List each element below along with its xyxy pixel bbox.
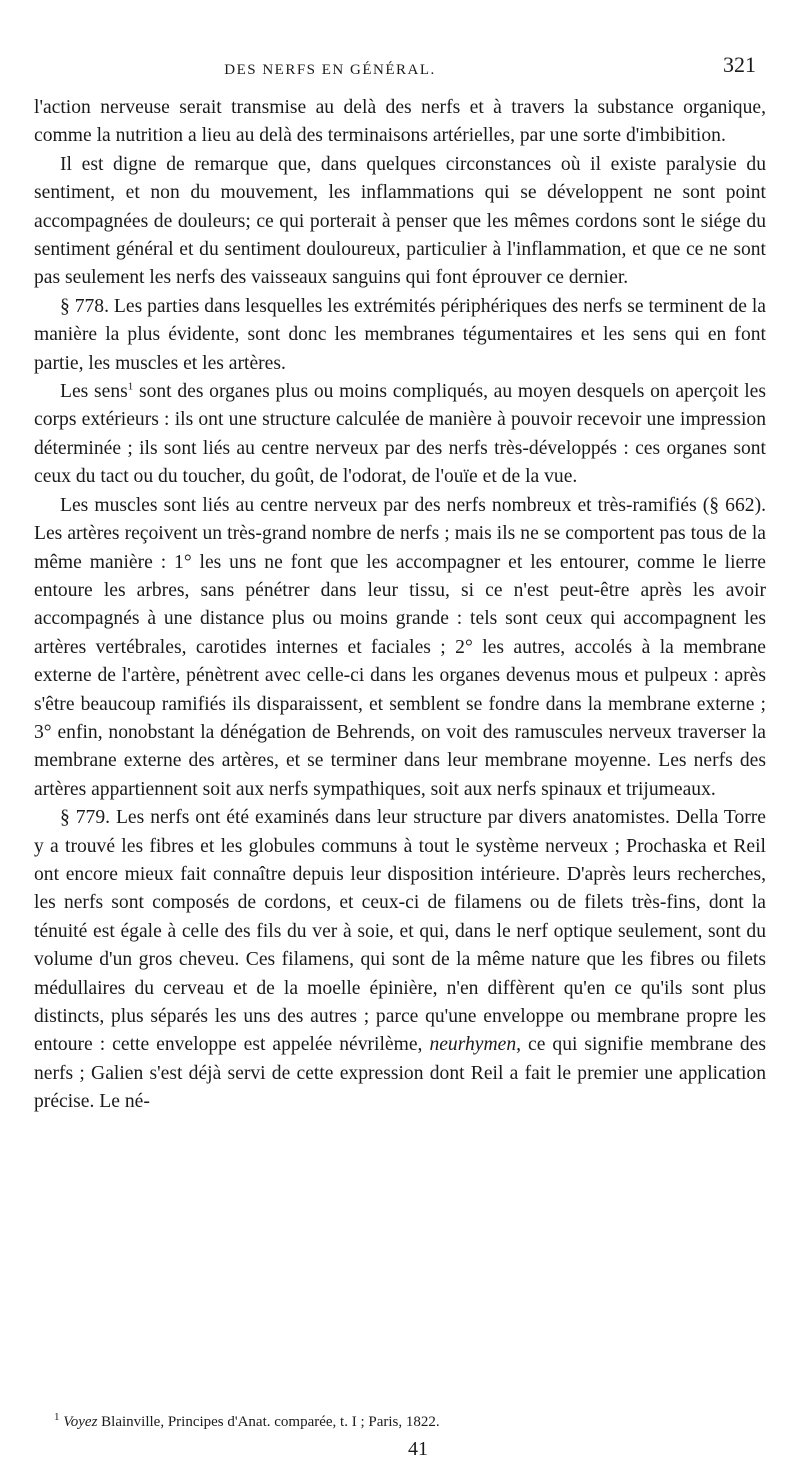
section-paragraph-778: § 778. Les parties dans lesquelles les extrémités périphériques des nerfs se terminent de la manière la plus évidente, sont donc les membranes tégumentaires et les sens qui en font partie, les muscles et les artères. <box>34 295 766 374</box>
footnote-marker: 1 <box>54 1411 60 1423</box>
signature-mark: 41 <box>408 1438 428 1460</box>
paragraph-text: § 779. Les nerfs ont été examinés dans leur structure par divers anatomistes. Della Torre y a trouvé les fibres et les globules communs à tout le système nerveux ; Prochaska et Reil ont encore mieux fait connaître depuis leur disposition intérieure. D'après leurs recherches, les nerfs sont composés de cordons, et ceux-ci de filamens ou de filets très-fins, dont la ténuité est égale à celle des fils du ver à soie, et qui, dans le nerf optique seulement, sont du volume d'un gros cheveu. Ces filamens, qui sont de la même nature que les fibres ou filets médullaires du cerveau et de la moelle épinière, n'en diffèrent qu'en ce qu'ils sont plus distincts, plus séparés les uns des autres ; parce qu'une enveloppe ou membrane propre les entoure : cette enveloppe est appelée névrilème, <box>34 807 766 1056</box>
book-page <box>34 0 766 1480</box>
footnote-see: Voyez <box>63 1414 98 1430</box>
page-number: 321 <box>723 52 756 77</box>
paragraph-text: , ce qui signifie membrane des nerfs ; Galien s'est déjà servi de cette expression dont Reil a fait le premier une application précise. Le né- <box>34 1034 766 1113</box>
paragraph-text: sont des organes plus ou moins compliqués, au moyen desquels on aperçoit les corps extérieurs : ils ont une structure calculée de manière à pouvoir recevoir une impression déterminée ; ils sont liés au centre nerveux par des nerfs très-développés : ces organes sont ceux du tact ou du toucher, du goût, de l'odorat, de l'ouïe et de la vue. <box>34 381 766 488</box>
page-header <box>34 48 766 88</box>
italic-term: neurhymen <box>429 1034 517 1056</box>
footnote-reference: 1 <box>127 380 134 393</box>
paragraph: Il est digne de remarque que, dans quelques circonstances où il existe paralysie du sentiment, et non du mouvement, les inflammations qui se développent ne sont point accompagnées de douleurs; ce qui porterait à penser que les mêmes cordons sont le siége du sentiment général et du sentiment douloureux, particulier à l'inflammation, et que ce ne sont pas seulement les nerfs des vaisseaux sanguins qui font éprouver ce dernier. <box>34 153 766 289</box>
body-text <box>34 94 766 1117</box>
paragraph-text: Les sens <box>60 381 128 403</box>
paragraph-senses <box>34 378 766 492</box>
paragraph: Les muscles sont liés au centre nerveux par des nerfs nombreux et très-ramifiés (§ 662). Les artères reçoivent un très-grand nombre de nerfs ; mais ils ne se comportent pas tous de la même manière : 1° les uns ne font que les accompagner et les entourer, comme le lierre entoure les arbres, sans pénétrer dans leur tissu, si ce n'est peut-être après les avoir accompagnés à une distance plus ou moins grande : tels sont ceux qui accompagnent les artères vertébrales, carotides internes et faciales ; 2° les autres, accolés à la membrane externe de l'artère, pénètrent avec celle-ci dans les organes devenus mous et pulpeux : après s'être beaucoup ramifiés ils disparaissent, et semblent se fondre dans la membrane externe ; 3° enfin, nonobstant la dénégation de Behrends, on voit des ramuscules nerveux traverser la membrane externe des artères, et se terminer dans leur membrane moyenne. Les nerfs des artères appartiennent soit aux nerfs sympathiques, soit aux nerfs spinaux et trijumeaux. <box>34 494 766 800</box>
running-head: DES NERFS EN GÉNÉRAL. <box>224 62 436 78</box>
footnote <box>34 1412 766 1432</box>
paragraph: l'action nerveuse serait transmise au delà des nerfs et à travers la substance organique, comme la nutrition a lieu au delà des terminaisons artérielles, par une sorte d'imbibition. <box>34 97 766 147</box>
footnote-text: Blainville, Principes d'Anat. comparée, t. I ; Paris, 1822. <box>97 1414 440 1430</box>
section-paragraph-779 <box>34 804 766 1116</box>
